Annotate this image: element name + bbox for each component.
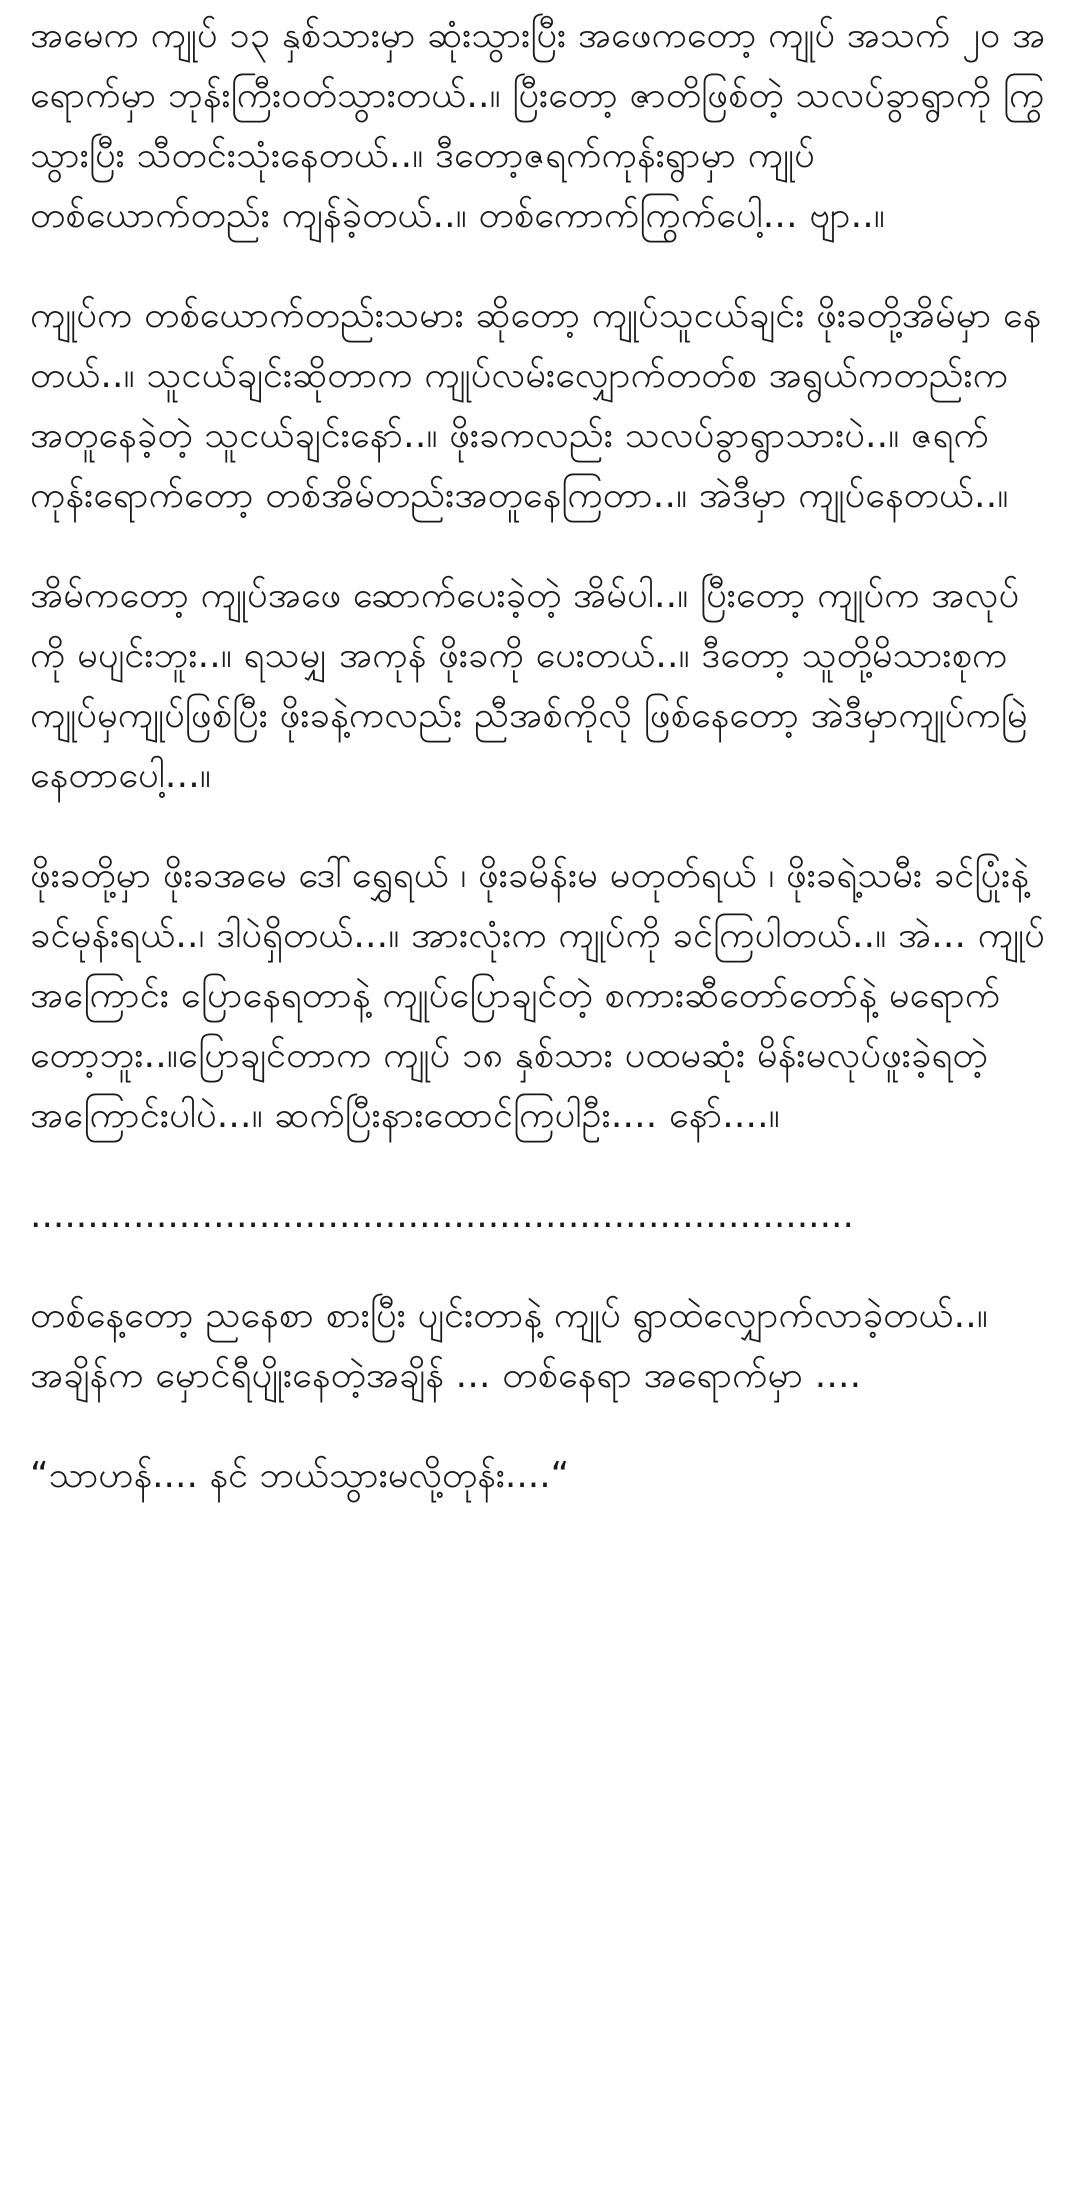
story-paragraph-1: အမေက ကျုပ် ၁၃ နှစ်သားမှာ ဆုံးသွားပြီး အဖေကတော့ ကျုပ် အသက် ၂၀ အရောက်မှာ ဘုန်းကြီးဝတ်သွားတယ်..။ ပြီးတော့ ဇာတိဖြစ်တဲ့ သလပ်ခွာရွာကို ကြွသွားပြီး သီတင်းသုံးနေတယ်..။ ဒီတော့ဇရက်ကုန်းရွာမှာ ကျုပ်တစ်ယောက်တည်း ကျန်ခဲ့တယ်..။ တစ်ကောက်ကြွက်ပေါ့... ဗျာ..။ <box>30 15 1046 236</box>
story-paragraph-4: ဖိုးခတို့မှာ ဖိုးခအမေ ဒေါ်ရွှေရယ် ၊ ဖိုးခမိန်းမ မတုတ်ရယ် ၊ ဖိုးခရဲ့သမီး ခင်ပြုံးနဲ့ ခင်မုန်းရယ်..၊ ဒါပဲရှိတယ်...။ အားလုံးက ကျုပ်ကို ခင်ကြပါတယ်..။ အဲ... ကျုပ်အကြောင်း ပြောနေရတာနဲ့ ကျုပ်ပြောချင်တဲ့ စကားဆီတော်တော်နဲ့ မရောက်တော့ဘူး..။ပြောချင်တာက ကျုပ် ၁၈ နှစ်သား ပထမဆုံး မိန်းမလုပ်ဖူးခဲ့ရတဲ့ အကြောင်းပါပဲ...။ ဆက်ပြီးနားထောင်ကြပါဦး.... နော်....။ <box>30 855 1045 1136</box>
dotted-separator: ........................................................................ <box>30 1195 854 1236</box>
dialogue-quote: “သာဟန်.... နင် ဘယ်သွားမလို့တုန်း....“ <box>30 1455 570 1496</box>
story-paragraph-5: တစ်နေ့တော့ ညနေစာ စားပြီး ပျင်းတာနဲ့ ကျုပ် ရွာထဲလျှောက်လာခဲ့တယ်..။ အချိန်က မှောင်ရီပျိုးနေတဲ့အချိန် ... တစ်နေရာ အရောက်မှာ .... <box>30 1295 988 1396</box>
story-paragraph-2: ကျုပ်က တစ်ယောက်တည်းသမား ဆိုတော့ ကျုပ်သူငယ်ချင်း ဖိုးခတို့အိမ်မှာ နေတယ်..။ သူငယ်ချင်းဆိုတာက ကျုပ်လမ်းလျှောက်တတ်စ အရွယ်ကတည်းက အတူနေခဲ့တဲ့ သူငယ်ချင်းနော်..။ ဖိုးခကလည်း သလပ်ခွာရွာသားပဲ..။ ဇရက်ကုန်းရောက်တော့ တစ်အိမ်တည်းအတူနေကြတာ..။ အဲဒီမှာ ကျုပ်နေတယ်..။ <box>30 295 1042 516</box>
story-paragraph-3: အိမ်ကတော့ ကျုပ်အဖေ ဆောက်ပေးခဲ့တဲ့ အိမ်ပါ..။ ပြီးတော့ ကျုပ်က အလုပ်ကို မပျင်းဘူး..။ ရသမျှ အကုန် ဖိုးခကို ပေးတယ်..။ ဒီတော့ သူတို့မိသားစုက ကျုပ်မှကျုပ်ဖြစ်ပြီး ဖိုးခနဲ့ကလည်း ညီအစ်ကိုလို ဖြစ်နေတော့ အဲဒီမှာကျုပ်ကမြဲနေတာပေါ့...။ <box>30 575 1028 796</box>
